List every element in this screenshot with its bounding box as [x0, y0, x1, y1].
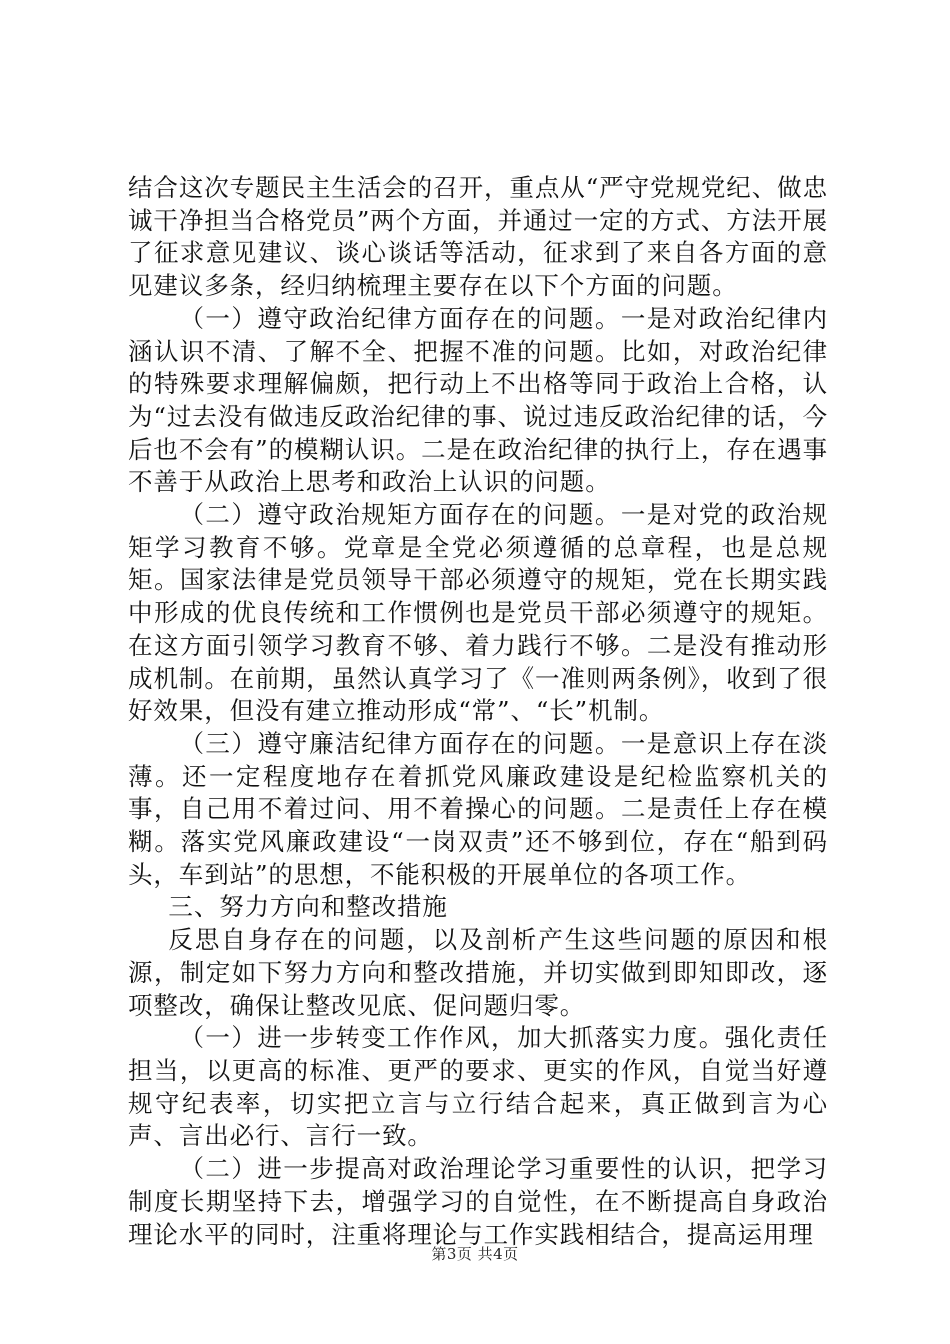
paragraph-measure-2: （二）进一步提高对政治理论学习重要性的认识，把学习制度长期坚持下去，增强学习的自觉性，在不断提高自身政治理论水平的同时，注重将理论与工作实践相结合，提高运用理: [128, 1154, 828, 1249]
paragraph-reflection: 反思自身存在的问题，以及剖析产生这些问题的原因和根源，制定如下努力方向和整改措施，并切实做到即知即改，逐项整改，确保让整改见底、促问题归零。: [128, 925, 828, 1020]
section-heading-measures: 三、努力方向和整改措施: [168, 892, 448, 922]
paragraph-political-discipline: （一）遵守政治纪律方面存在的问题。一是对政治纪律内涵认识不清、了解不全、把握不准的问题。比如，对政治纪律的特殊要求理解偏颇，把行动上不出格等同于政治上合格，认为“过去没有做违反政治纪律的事、说过违反政治纪律的话，今后也不会有”的模糊认识。二是在政治纪律的执行上，存在遇事不善于从政治上思考和政治上认识的问题。: [128, 303, 828, 497]
paragraph-measure-1: （一）进一步转变工作作风，加大抓落实力度。强化责任担当，以更高的标准、更严的要求、更实的作风，自觉当好遵规守纪表率，切实把立言与立行结合起来，真正做到言为心声、言出必行、言行一致。: [128, 1023, 828, 1151]
paragraph-intro: 结合这次专题民主生活会的召开，重点从“严守党规党纪、做忠诚干净担当合格党员”两个方面，并通过一定的方式、方法开展了征求意见建议、谈心谈话等活动，征求到了来自各方面的意见建议多条，经归纳梳理主要存在以下个方面的问题。: [128, 173, 828, 301]
paragraph-political-rules: （二）遵守政治规矩方面存在的问题。一是对党的政治规矩学习教育不够。党章是全党必须遵循的总章程，也是总规矩。国家法律是党员领导干部必须遵守的规矩，党在长期实践中形成的优良传统和工作惯例也是党员干部必须遵守的规矩。在这方面引领学习教育不够、着力践行不够。二是没有推动形成机制。在前期，虽然认真学习了《一准则两条例》，收到了很好效果，但没有建立推动形成“常”、“长”机制。: [128, 500, 828, 726]
paragraph-integrity-discipline: （三）遵守廉洁纪律方面存在的问题。一是意识上存在淡薄。还一定程度地存在着抓党风廉政建设是纪检监察机关的事，自己用不着过问、用不着操心的问题。二是责任上存在模糊。落实党风廉政建设“一岗双责”还不够到位，存在“船到码头，车到站”的思想，不能积极的开展单位的各项工作。: [128, 728, 828, 889]
document-body: [128, 172, 828, 1251]
page-footer: 第3页 共4页: [431, 1245, 519, 1263]
